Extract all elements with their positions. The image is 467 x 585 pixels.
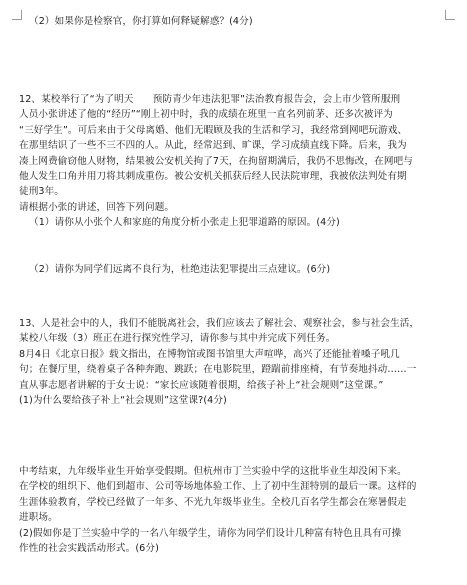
question-11-part-2 xyxy=(19,14,450,29)
question-stem-line: “三好学生”。可后来由于父母离婚、他们无暇顾及我的生活和学习，我经常到网吧玩游戏、 xyxy=(19,124,408,136)
question-12 xyxy=(19,92,450,231)
question-stem-line: 凑上网费偷窃他人财物，结果被公安机关拘了7天，在拘留期满后，我仍不思悔改，在网吧与 xyxy=(19,155,413,167)
material-line: 直从事志愿者讲解的于女士说：“家长应该随着很期，给孩子补上“社会规则”这堂课。” xyxy=(19,379,384,391)
question-stem-line: 进职场。 xyxy=(19,512,58,524)
question-stem-line: 人员小张讲述了他的“经历”“刚上初中时，我的成绩在班里一直名列前茅、还多次被评为 xyxy=(19,109,393,121)
question-12-part-1: （1）请你从小张个人和家庭的角度分析小张走上犯罪道路的原因。(4分) xyxy=(29,217,340,229)
material-line: 句；在餐厅里，绕着桌子各种奔跑、跳跃；在电影院里，蹬踹前排座椅，有节奏地抖动……一 xyxy=(19,364,417,376)
question-14 xyxy=(19,464,450,556)
question-stem-line: 12、某校举行了“为了明天 预防青少年违法犯罪”法治教育报告会，会上市少管所服刑 xyxy=(19,94,401,105)
question-text: （2）如果你是检察官，你打算如何释疑解惑？(4分) xyxy=(29,16,253,27)
question-14-part-2: (2)假如你是丁兰实验中学的一名八年级学生，请你为同学们设计几种富有特色且具有可操 xyxy=(19,527,402,539)
question-13-part-1: (1)为什么要给孩子补上“社会规则”这堂课?(4分) xyxy=(19,395,227,407)
question-instruction: 请根据小张的讲述，回答下列问题。 xyxy=(19,201,175,213)
question-12-part-2 xyxy=(19,262,450,277)
question-stem-line: 他人发生口角并用刀将其刺成重伤。被公安机关抓获后经人民法院审理，我被依法判处有期 xyxy=(19,171,407,183)
question-stem-line: 13、人是社会中的人，我们不能脱离社会，我们应该去了解社会、观察社会，参与社会生活， xyxy=(19,318,420,329)
question-stem-line: 中考结束，九年级毕业生开始享受假期。但杭州市丁兰实验中学的这批毕业生却没闲下来。 xyxy=(19,466,407,477)
question-stem-line: 徒刑3年。 xyxy=(19,186,64,198)
material-line: 8月4日《北京日报》载文指出，在博物馆或图书馆里大声喧哗，高兴了还能扯着嗓子吼几 xyxy=(19,348,400,360)
question-stem-line: 生涯体验教育，学校已经做了一年多、不光九年级毕业生。全校几百名学生都会在寒暑假走 xyxy=(19,496,407,508)
question-stem-line: 在学校的组织下、他们到超市、公司等场地体验工作、上了初中生涯特别的最后一课。这样的 xyxy=(19,481,417,493)
question-14-part-2-cont: 作性的社会实践活动形式。(6分) xyxy=(19,543,159,555)
question-stem-line: 在那里结识了一些不三不四的人。从此，经常迟到、旷课，学习成绩直线下降。后来，我为 xyxy=(19,140,407,152)
question-13 xyxy=(19,316,450,408)
question-stem-line: 某校八年级（3）班正在进行探究性学习，请你参与其中并完成下列任务。 xyxy=(19,333,336,345)
question-text: （2）请你为同学们远离不良行为，杜绝违法犯罪提出三点建议。(6分) xyxy=(29,264,331,275)
